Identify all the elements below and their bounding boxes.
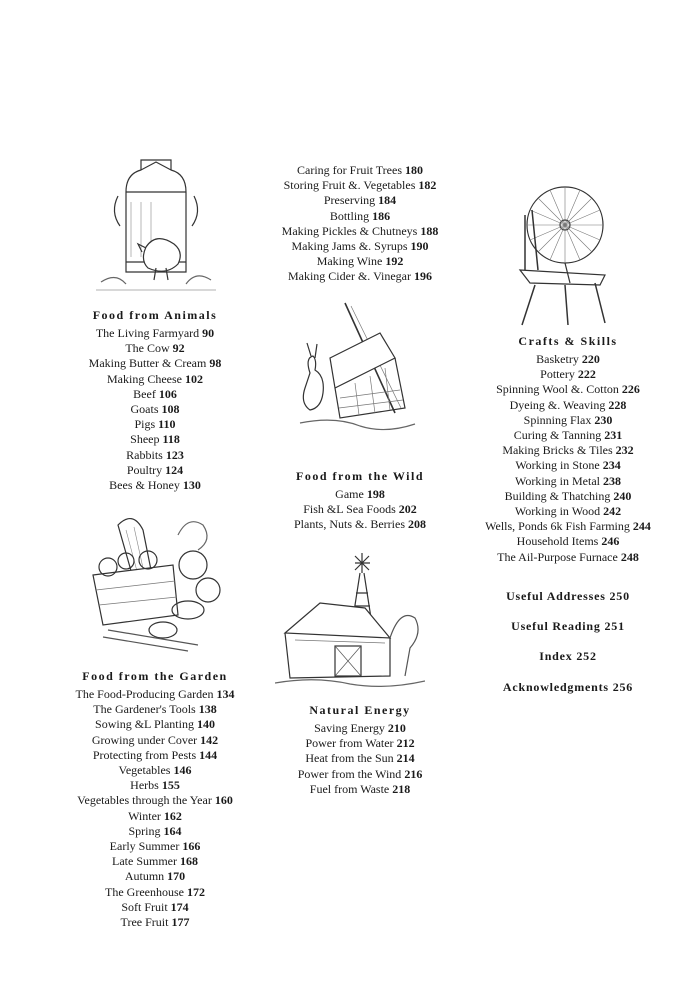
section-heading: Crafts & Skills bbox=[518, 334, 618, 348]
entry-title: Goats bbox=[130, 402, 159, 417]
entry-title: Working in Wood bbox=[514, 504, 601, 519]
appendix-page: 252 bbox=[576, 649, 597, 663]
entry-title: Beef bbox=[133, 386, 156, 401]
entry-page: 106 bbox=[158, 386, 177, 401]
list-item[interactable] bbox=[255, 224, 465, 239]
entry-page: 248 bbox=[620, 549, 639, 564]
list-item[interactable] bbox=[50, 839, 260, 854]
list-item[interactable] bbox=[255, 751, 465, 766]
list-item[interactable] bbox=[255, 193, 465, 208]
entry-title: Winter bbox=[128, 808, 161, 823]
entry-title: Early Summer bbox=[109, 839, 180, 854]
milk-churn-icon bbox=[96, 152, 216, 302]
entry-title: Bottling bbox=[329, 208, 370, 223]
list-item[interactable] bbox=[463, 382, 673, 397]
entry-title: Making Jams &. Syrups bbox=[291, 239, 408, 254]
entry-page: 142 bbox=[200, 732, 219, 747]
entry-title: Making Cider &. Vinegar bbox=[287, 269, 412, 284]
list-item[interactable] bbox=[463, 458, 673, 473]
entry-title: Herbs bbox=[130, 778, 159, 793]
entry-page: 110 bbox=[158, 417, 176, 432]
section-natural-energy bbox=[255, 703, 465, 797]
entry-title: Making Cheese bbox=[107, 371, 182, 386]
list-item[interactable] bbox=[255, 782, 465, 797]
wild-food-illustration bbox=[295, 298, 420, 438]
entry-page: 174 bbox=[170, 899, 189, 914]
section-heading: Food from the Garden bbox=[82, 669, 228, 683]
list-item[interactable] bbox=[463, 519, 673, 534]
entry-title: Protecting from Pests bbox=[92, 747, 197, 762]
appendix-page: 256 bbox=[612, 680, 634, 694]
list-item[interactable] bbox=[463, 534, 673, 549]
section-food-from-animals bbox=[50, 308, 260, 493]
entry-page: 160 bbox=[214, 793, 233, 808]
section-crafts-and-skills bbox=[463, 334, 673, 565]
entry-title: Sowing &L Planting bbox=[95, 717, 194, 732]
entry-page: 214 bbox=[396, 751, 415, 766]
entry-page: 190 bbox=[410, 239, 429, 254]
list-item[interactable] bbox=[50, 432, 260, 447]
list-item[interactable] bbox=[50, 387, 260, 402]
entry-page: 232 bbox=[615, 443, 634, 458]
entry-page: 140 bbox=[196, 717, 215, 732]
list-item[interactable] bbox=[50, 717, 260, 732]
list-item[interactable] bbox=[255, 163, 465, 178]
section-food-from-the-wild bbox=[255, 469, 465, 533]
entry-title: The Greenhouse bbox=[105, 884, 184, 899]
list-item[interactable] bbox=[255, 502, 465, 517]
list-item[interactable] bbox=[255, 517, 465, 532]
entry-page: 166 bbox=[182, 839, 201, 854]
entry-title: Caring for Fruit Trees bbox=[297, 163, 402, 177]
entry-page: 134 bbox=[216, 687, 235, 701]
list-item[interactable] bbox=[50, 356, 260, 371]
list-item[interactable] bbox=[50, 702, 260, 717]
appendix-item-acknowledgments[interactable] bbox=[463, 680, 673, 710]
entry-page: 238 bbox=[603, 473, 622, 488]
list-item[interactable] bbox=[50, 869, 260, 884]
section-heading: Food from Animals bbox=[92, 308, 218, 322]
spinning-wheel-illustration bbox=[510, 175, 610, 330]
vegetable-basket-icon bbox=[78, 505, 228, 655]
entry-list bbox=[255, 163, 465, 285]
entry-page: 155 bbox=[161, 778, 180, 793]
entry-page: 212 bbox=[396, 736, 415, 751]
list-item[interactable] bbox=[50, 809, 260, 824]
entry-page: 234 bbox=[602, 458, 621, 473]
entry-page: 130 bbox=[182, 478, 201, 493]
entry-title: Making Butter & Cream bbox=[88, 356, 207, 371]
list-item[interactable] bbox=[50, 478, 260, 493]
list-item[interactable] bbox=[463, 474, 673, 489]
section-heading: Food from the Wild bbox=[295, 469, 424, 483]
entry-title: Tree Fruit bbox=[120, 915, 169, 930]
list-item[interactable] bbox=[255, 239, 465, 254]
list-item[interactable] bbox=[255, 721, 465, 736]
entry-title: Saving Energy bbox=[314, 721, 385, 735]
entry-page: 138 bbox=[198, 702, 217, 717]
entry-title: Game bbox=[335, 487, 364, 501]
list-item[interactable] bbox=[50, 900, 260, 915]
entry-title: Spinning Flax bbox=[523, 412, 592, 427]
entry-list bbox=[255, 721, 465, 797]
entry-page: 246 bbox=[601, 534, 620, 549]
entry-page: 240 bbox=[613, 488, 632, 503]
list-item[interactable] bbox=[463, 489, 673, 504]
entry-title: Late Summer bbox=[112, 854, 177, 869]
entry-title: Working in Stone bbox=[515, 458, 600, 473]
entry-title: Fish &L Sea Foods bbox=[303, 502, 396, 517]
list-item[interactable] bbox=[50, 341, 260, 356]
entry-page: 188 bbox=[420, 223, 439, 238]
list-item[interactable] bbox=[50, 463, 260, 478]
entry-title: Rabbits bbox=[126, 447, 163, 462]
entry-title: Dyeing &. Weaving bbox=[509, 397, 606, 412]
list-item[interactable] bbox=[463, 428, 673, 443]
entry-title: The Living Farmyard bbox=[95, 326, 200, 340]
list-item[interactable] bbox=[50, 885, 260, 900]
entry-title: Spinning Wool &. Cotton bbox=[496, 382, 619, 397]
appendix-item-index[interactable] bbox=[463, 649, 673, 680]
entry-title: Making Bricks & Tiles bbox=[502, 443, 613, 458]
entry-title: Curing & Tanning bbox=[513, 428, 602, 443]
list-item[interactable] bbox=[463, 413, 673, 428]
entry-page: 230 bbox=[594, 412, 613, 427]
list-item[interactable] bbox=[50, 448, 260, 463]
entry-title: Wells, Ponds 6k Fish Farming bbox=[485, 519, 630, 534]
entry-list bbox=[463, 352, 673, 565]
section-fruit-and-preserving bbox=[255, 163, 465, 285]
entry-title: Building & Thatching bbox=[504, 488, 611, 503]
entry-title: Power from the Wind bbox=[297, 766, 402, 781]
list-item[interactable] bbox=[50, 402, 260, 417]
entry-title: Basketry bbox=[536, 352, 579, 366]
entry-title: Poultry bbox=[126, 462, 163, 477]
entry-page: 231 bbox=[604, 428, 623, 443]
entry-title: The Ail-Purpose Furnace bbox=[497, 549, 618, 564]
list-item[interactable] bbox=[255, 269, 465, 284]
entry-title: Plants, Nuts &. Berries bbox=[294, 517, 405, 532]
entry-page: 244 bbox=[632, 519, 651, 534]
entry-title: Working in Metal bbox=[514, 473, 601, 488]
entry-page: 92 bbox=[172, 341, 185, 356]
entry-page: 98 bbox=[209, 356, 222, 371]
appendix-list bbox=[463, 589, 673, 710]
entry-title: Fuel from Waste bbox=[309, 781, 390, 796]
entry-title: Household Items bbox=[516, 534, 599, 549]
list-item[interactable] bbox=[50, 417, 260, 432]
entry-page: 108 bbox=[161, 402, 180, 417]
basket-rabbit-icon bbox=[295, 298, 420, 438]
entry-title: Power from Water bbox=[305, 736, 394, 751]
entry-page: 218 bbox=[392, 781, 411, 796]
entry-title: Sheep bbox=[130, 432, 160, 447]
appendix-title: Acknowledgments bbox=[502, 680, 609, 694]
entry-title: The Gardener's Tools bbox=[93, 702, 196, 717]
appendix-title: Useful Addresses bbox=[506, 589, 606, 603]
list-item[interactable] bbox=[463, 443, 673, 458]
list-item[interactable] bbox=[255, 178, 465, 193]
entry-page: 123 bbox=[165, 447, 184, 462]
list-item[interactable] bbox=[463, 367, 673, 382]
entry-page: 192 bbox=[385, 254, 404, 269]
section-heading: Natural Energy bbox=[309, 703, 411, 717]
entry-page: 180 bbox=[405, 163, 423, 177]
list-item[interactable] bbox=[50, 687, 260, 702]
entry-page: 102 bbox=[184, 371, 203, 386]
list-item[interactable] bbox=[463, 352, 673, 367]
entry-title: Bees & Honey bbox=[109, 478, 180, 493]
entry-page: 202 bbox=[398, 502, 417, 517]
list-item[interactable] bbox=[255, 767, 465, 782]
entry-list bbox=[50, 687, 260, 930]
entry-page: 226 bbox=[621, 382, 640, 397]
entry-title: The Cow bbox=[125, 341, 170, 356]
entry-page: 184 bbox=[378, 193, 397, 208]
list-item[interactable] bbox=[50, 748, 260, 763]
entry-page: 172 bbox=[186, 884, 205, 899]
list-item[interactable] bbox=[463, 550, 673, 565]
list-item[interactable] bbox=[255, 209, 465, 224]
entry-title: The Food-Producing Garden bbox=[75, 687, 214, 701]
entry-page: 216 bbox=[404, 766, 423, 781]
spinning-wheel-icon bbox=[510, 175, 610, 330]
entry-page: 208 bbox=[408, 517, 426, 532]
entry-page: 186 bbox=[372, 208, 391, 223]
list-item[interactable] bbox=[50, 793, 260, 808]
entry-page: 170 bbox=[167, 869, 186, 884]
entry-page: 164 bbox=[163, 823, 182, 838]
list-item[interactable] bbox=[50, 854, 260, 869]
appendix-title: Index bbox=[539, 649, 573, 663]
list-item[interactable] bbox=[50, 763, 260, 778]
entry-page: 196 bbox=[414, 269, 433, 284]
entry-title: Pigs bbox=[134, 417, 156, 432]
entry-title: Making Wine bbox=[316, 254, 383, 269]
entry-title: Heat from the Sun bbox=[305, 751, 394, 766]
entry-page: 210 bbox=[387, 721, 406, 735]
entry-page: 242 bbox=[603, 504, 622, 519]
entry-page: 220 bbox=[581, 352, 600, 366]
entry-title: Soft Fruit bbox=[121, 899, 168, 914]
entry-title: Vegetables bbox=[118, 763, 171, 778]
entry-page: 228 bbox=[608, 397, 627, 412]
list-item[interactable] bbox=[255, 736, 465, 751]
appendix-title: Useful Reading bbox=[511, 619, 601, 633]
entry-page: 146 bbox=[173, 763, 192, 778]
appendix-item-useful-reading[interactable] bbox=[463, 619, 673, 649]
entry-title: Growing under Cover bbox=[91, 732, 198, 747]
entry-title: Storing Fruit &. Vegetables bbox=[283, 178, 416, 193]
list-item[interactable] bbox=[50, 824, 260, 839]
list-item[interactable] bbox=[50, 372, 260, 387]
entry-page: 124 bbox=[165, 462, 184, 477]
entry-page: 222 bbox=[577, 367, 596, 382]
entry-page: 182 bbox=[418, 178, 437, 193]
entry-page: 144 bbox=[199, 747, 218, 762]
entry-title: Vegetables through the Year bbox=[77, 793, 212, 808]
list-item[interactable] bbox=[50, 733, 260, 748]
list-item[interactable] bbox=[50, 915, 260, 930]
list-item[interactable] bbox=[50, 326, 260, 341]
windmill-icon bbox=[275, 548, 425, 698]
vegetable-basket-illustration bbox=[78, 505, 228, 655]
list-item[interactable] bbox=[255, 254, 465, 269]
entry-page: 162 bbox=[163, 808, 182, 823]
list-item[interactable] bbox=[50, 778, 260, 793]
milk-churn-hen-illustration bbox=[96, 152, 216, 302]
appendix-page: 251 bbox=[604, 619, 625, 633]
entry-title: Preserving bbox=[323, 193, 376, 208]
barn-windmill-illustration bbox=[275, 548, 425, 698]
entry-list bbox=[50, 326, 260, 493]
entry-title: Spring bbox=[128, 823, 161, 838]
entry-page: 118 bbox=[162, 432, 180, 447]
entry-page: 177 bbox=[171, 915, 190, 930]
entry-page: 168 bbox=[179, 854, 198, 869]
list-item[interactable] bbox=[463, 398, 673, 413]
entry-list bbox=[255, 487, 465, 533]
entry-title: Pottery bbox=[540, 367, 575, 382]
appendix-page: 250 bbox=[609, 589, 630, 603]
section-food-from-the-garden bbox=[50, 669, 260, 930]
entry-title: Autumn bbox=[124, 869, 165, 884]
appendix-item-useful-addresses[interactable] bbox=[463, 589, 673, 619]
entry-page: 198 bbox=[366, 487, 385, 501]
list-item[interactable] bbox=[255, 487, 465, 502]
list-item[interactable] bbox=[463, 504, 673, 519]
entry-page: 90 bbox=[202, 326, 215, 340]
entry-title: Making Pickles & Chutneys bbox=[281, 223, 418, 238]
